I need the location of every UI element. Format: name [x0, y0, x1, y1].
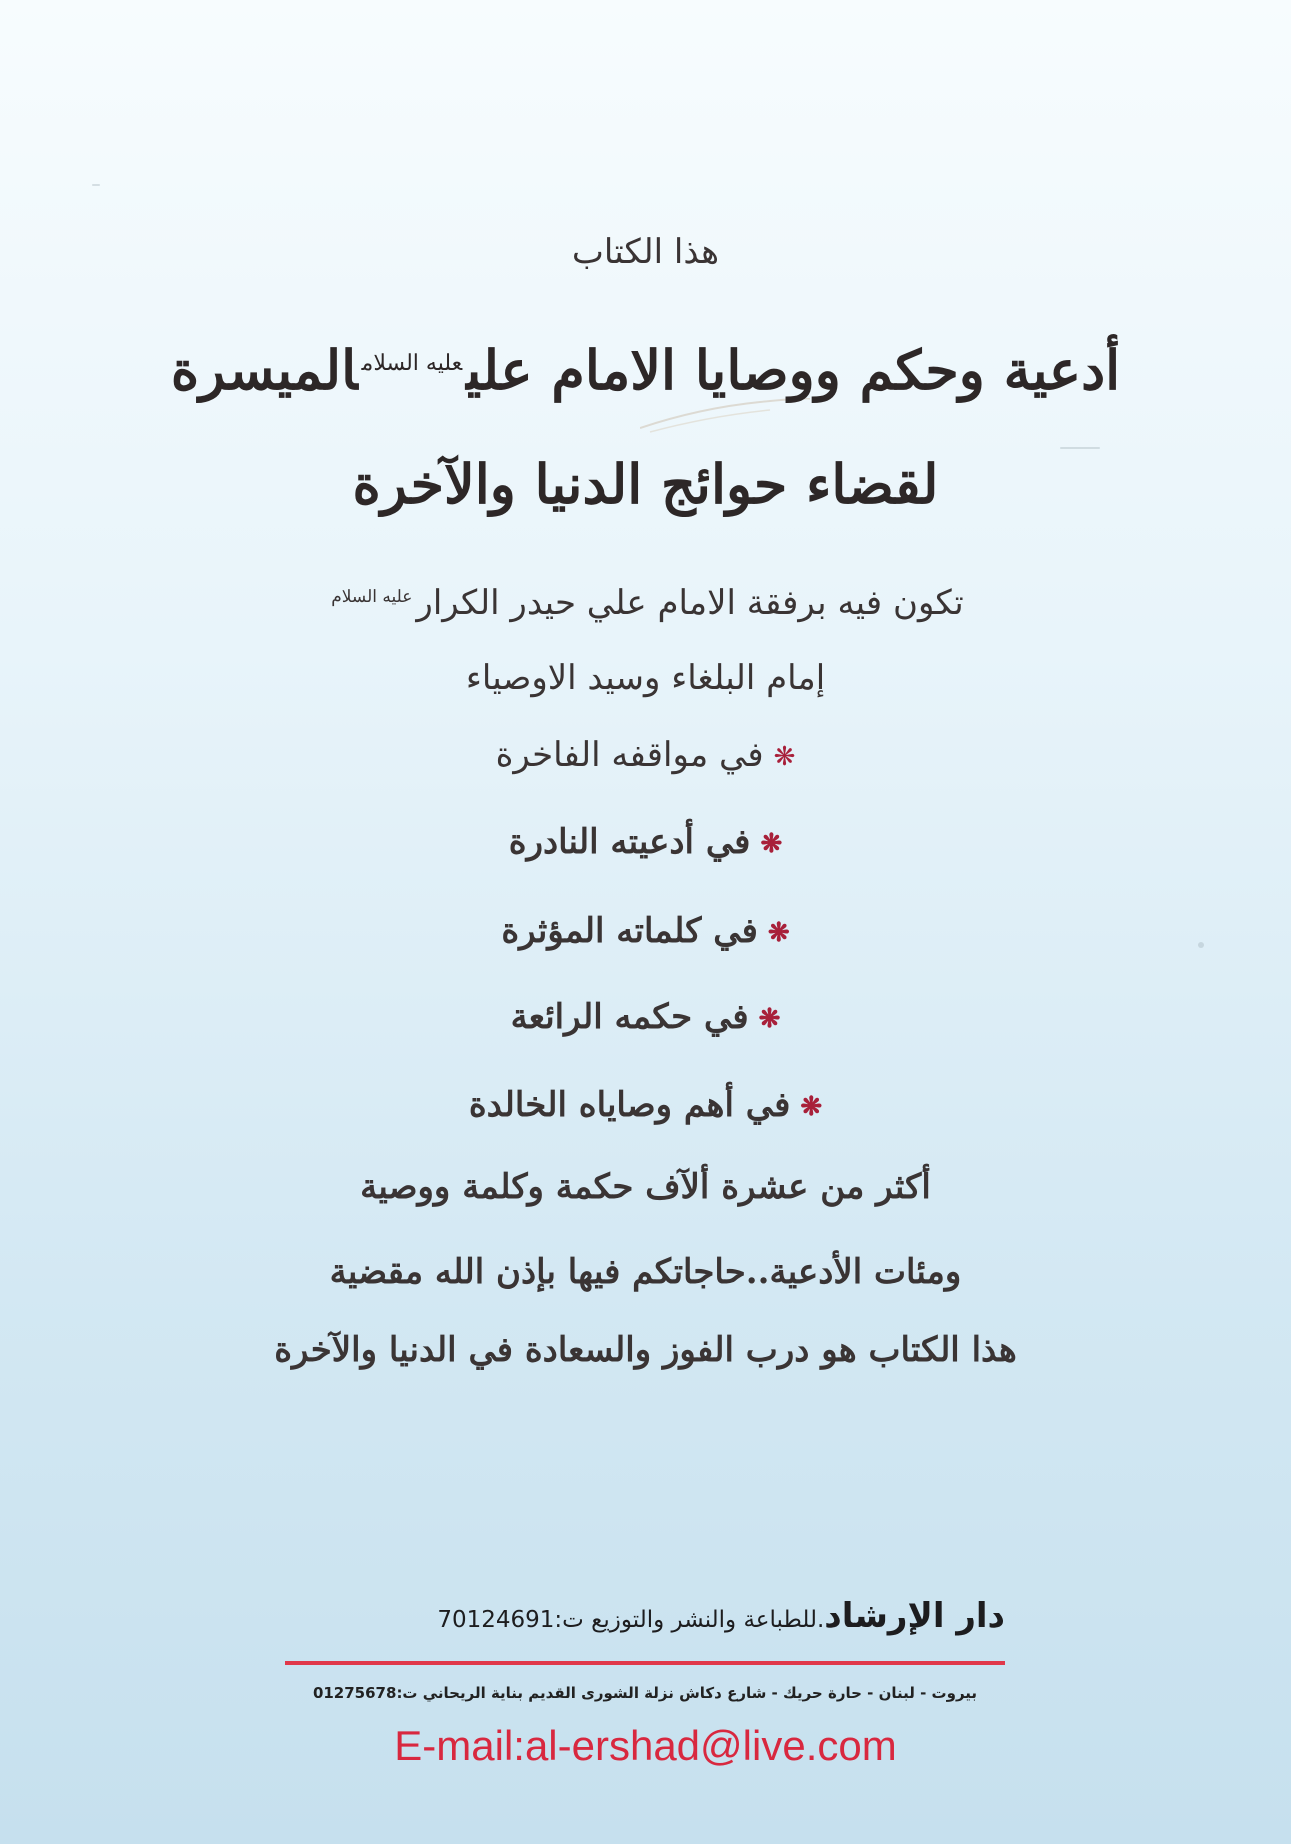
bullet-item: [0, 1085, 1291, 1125]
honorific-glyph: عليه السلام: [361, 351, 463, 376]
title-main: أدعية وحكم ووصايا الامام علي: [466, 338, 1121, 402]
publisher-description: .للطباعة والنشر والتوزيع ت:: [554, 1607, 825, 1633]
asterisk-bullet-icon: ❋: [800, 1092, 823, 1122]
title-end: الميسرة: [170, 338, 358, 402]
description-line-1: [0, 583, 1291, 623]
bullet-item: [0, 997, 1291, 1037]
closing-line-3: هذا الكتاب هو درب الفوز والسعادة في الدنيا والآخرة: [274, 1330, 1017, 1370]
closing-line-1: أكثر من عشرة ألآف حكمة وكلمة ووصية: [360, 1167, 931, 1207]
publisher-address: بيروت - لبنان - حارة حريك - شارع دكاش نزلة الشورى القديم بناية الريحاني ت:01275678: [312, 1684, 978, 1702]
bullet-text: في حكمه الرائعة: [510, 997, 749, 1037]
publisher-email: E-mail:al-ershad@live.com: [394, 1722, 897, 1769]
book-title-line-2: لقضاء حوائج الدنيا والآخرة: [352, 452, 939, 516]
divider: [285, 1661, 1005, 1665]
paper-speck: [92, 184, 100, 186]
honorific-glyph: عليه السلام: [331, 586, 413, 607]
asterisk-bullet-icon: ❋: [767, 918, 790, 948]
description-text: تكون فيه برفقة الامام علي حيدر الكرار: [416, 583, 964, 623]
bullet-item: [0, 822, 1291, 862]
publisher-phone: 70124691: [437, 1607, 555, 1633]
bullet-item: [0, 911, 1291, 951]
bullet-text: في أهم وصاياه الخالدة: [468, 1085, 791, 1125]
bullet-text: في أدعيته النادرة: [508, 822, 751, 862]
paper-speck: [1060, 447, 1100, 449]
intro-heading: هذا الكتاب: [571, 232, 720, 272]
book-title-line-1: [0, 338, 1291, 402]
publisher-name: دار الإرشاد: [824, 1596, 1005, 1636]
description-line-2: إمام البلغاء وسيد الاوصياء: [465, 658, 826, 698]
bullet-text: في مواقفه الفاخرة: [495, 735, 764, 775]
asterisk-bullet-icon: ❋: [760, 829, 783, 859]
asterisk-bullet-icon: ❋: [773, 742, 796, 772]
publisher-line: [285, 1596, 1005, 1642]
closing-line-2: ومئات الأدعية..حاجاتكم فيها بإذن الله مقضية: [329, 1252, 962, 1292]
bullet-item: [0, 735, 1291, 775]
asterisk-bullet-icon: ❋: [758, 1004, 781, 1034]
paper-crease-mark: [640, 398, 810, 438]
bullet-text: في كلماته المؤثرة: [501, 911, 758, 951]
